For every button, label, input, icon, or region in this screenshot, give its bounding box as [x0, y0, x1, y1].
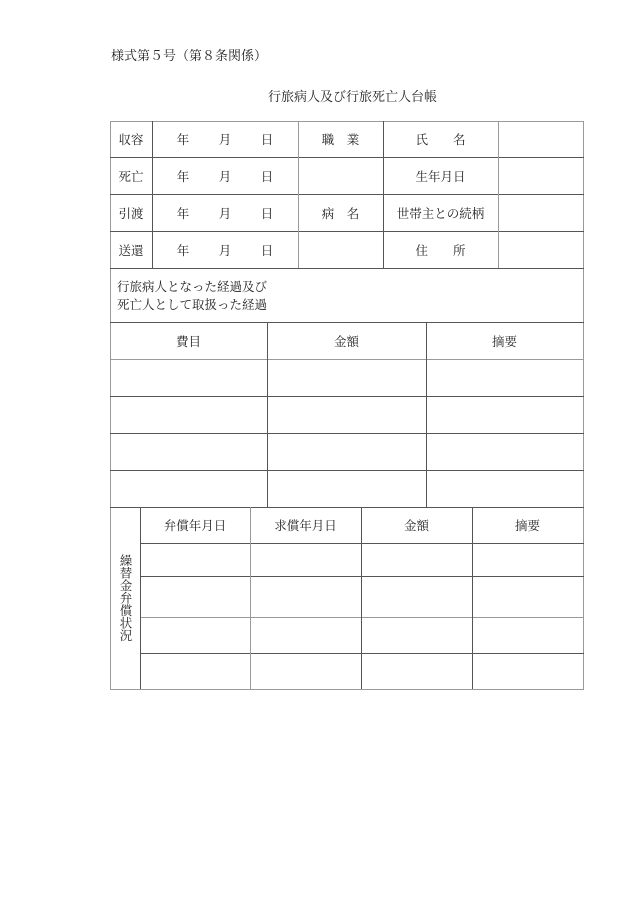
- claimed-date-cell[interactable]: [250, 543, 361, 576]
- row-label: 送還: [118, 242, 144, 258]
- year-label: 年: [176, 242, 190, 258]
- repaid-date-cell[interactable]: [140, 543, 250, 576]
- document-title: 行旅病人及び行旅死亡人台帳: [268, 90, 438, 105]
- date-field[interactable]: [152, 157, 298, 194]
- day-label: 日: [260, 168, 274, 184]
- expense-amount-cell[interactable]: [267, 359, 426, 396]
- address-field[interactable]: [498, 231, 583, 268]
- table-border-bottom: [110, 689, 584, 690]
- expense-amount-cell[interactable]: [267, 396, 426, 433]
- year-label: 年: [176, 168, 190, 184]
- name-label: 氏 名: [415, 132, 466, 147]
- date-field[interactable]: [152, 231, 298, 268]
- amount-cell[interactable]: [361, 576, 472, 617]
- expense-item-cell[interactable]: [110, 433, 267, 470]
- occupation-field[interactable]: [298, 157, 383, 194]
- circumstances-label-line1: 行旅病人となった経過及び: [117, 279, 268, 294]
- amount-cell[interactable]: [361, 653, 472, 689]
- name-field[interactable]: [498, 121, 583, 157]
- month-label: 月: [218, 168, 232, 184]
- repaid-date-cell[interactable]: [140, 576, 250, 617]
- month-label: 月: [218, 132, 232, 147]
- repaid-date-cell[interactable]: [140, 653, 250, 689]
- birthdate-label: 生年月日: [415, 168, 466, 184]
- expense-remarks-cell[interactable]: [426, 359, 583, 396]
- claimed-date-cell[interactable]: [250, 653, 361, 689]
- expense-item-cell[interactable]: [110, 396, 267, 433]
- expense-amount-cell[interactable]: [267, 433, 426, 470]
- expense-item-cell[interactable]: [110, 470, 267, 507]
- remarks-cell[interactable]: [472, 543, 583, 576]
- expense-remarks-cell[interactable]: [426, 433, 583, 470]
- row-divider: [110, 268, 584, 269]
- table-border-right: [583, 121, 584, 690]
- month-label: 月: [218, 242, 232, 258]
- relationship-label: 世帯主との続柄: [396, 205, 485, 221]
- repayment-side-label: 繰替金弁償状況: [118, 554, 133, 642]
- remarks-cell[interactable]: [472, 617, 583, 653]
- occupation-label: 職 業: [321, 132, 360, 147]
- amount-header: 金額: [333, 333, 359, 349]
- repaid-date-cell[interactable]: [140, 617, 250, 653]
- form-number: 様式第５号（第８条関係）: [111, 49, 268, 64]
- row-label: 引渡: [118, 205, 144, 221]
- year-label: 年: [176, 205, 190, 221]
- date-field[interactable]: [152, 121, 298, 157]
- expense-remarks-cell[interactable]: [426, 470, 583, 507]
- repayment-side-label-cell: [110, 507, 140, 689]
- relationship-field[interactable]: [498, 194, 583, 231]
- expense-remarks-cell[interactable]: [426, 396, 583, 433]
- day-label: 日: [260, 205, 274, 221]
- date-field[interactable]: [152, 194, 298, 231]
- expense-amount-cell[interactable]: [267, 470, 426, 507]
- day-label: 日: [260, 242, 274, 258]
- year-label: 年: [176, 132, 190, 147]
- day-label: 日: [260, 132, 274, 147]
- amount-header: 金額: [403, 518, 429, 533]
- address-label: 住 所: [415, 242, 466, 258]
- claimed-date-cell[interactable]: [250, 617, 361, 653]
- remarks-header: 摘要: [514, 518, 540, 533]
- amount-cell[interactable]: [361, 543, 472, 576]
- birthdate-field[interactable]: [498, 157, 583, 194]
- amount-cell[interactable]: [361, 617, 472, 653]
- row-label: 死亡: [118, 168, 144, 184]
- disease-field[interactable]: [298, 231, 383, 268]
- remarks-header: 摘要: [491, 333, 517, 349]
- repaid-date-header: 弁償年月日: [163, 518, 227, 533]
- disease-label: 病 名: [321, 205, 360, 221]
- claimed-date-cell[interactable]: [250, 576, 361, 617]
- remarks-cell[interactable]: [472, 653, 583, 689]
- row-label: 収容: [118, 132, 144, 147]
- claimed-date-header: 求償年月日: [274, 518, 337, 533]
- expense-item-header: 費目: [175, 333, 201, 349]
- month-label: 月: [218, 205, 232, 221]
- expense-item-cell[interactable]: [110, 359, 267, 396]
- circumstances-field[interactable]: [117, 278, 267, 314]
- remarks-cell[interactable]: [472, 576, 583, 617]
- circumstances-label-line2: 死亡人として取扱った経過: [117, 297, 268, 312]
